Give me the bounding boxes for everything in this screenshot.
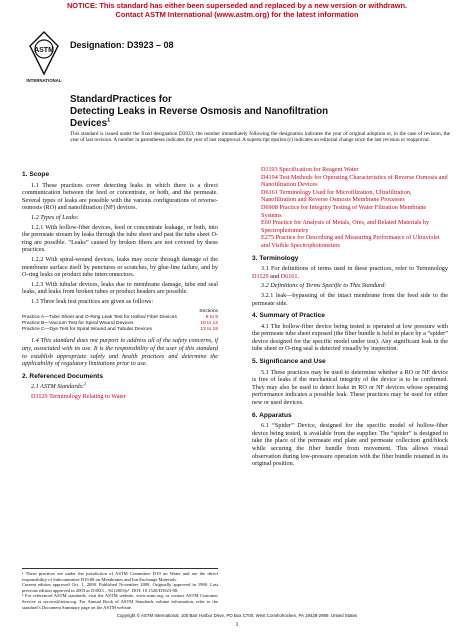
footnotes [22,568,218,610]
para-2-1: 2.1 ASTM Standards:$^2$ [31,382,86,391]
section-significance-heading: 5. Significance and Use [252,358,326,366]
para-1-2-2: 1.2.2 With spiral-wound devices, leaks may occur through damage of the membrane surface itself by punctures or scratches, by glue-line failure, and by O-ring leaks on product tube interconnectors. [22,255,218,279]
section-summary-heading: 4. Summary of Practice [252,312,325,320]
para-1-1: 1.1 These practices cover detecting leaks in which there is a direct communication between the feed or concentrate, or both, and the permeate. Several types of leaks are possible with the various configurations of reverse-osmosis (RO) and nanofiltration (NF) devices. [22,181,218,212]
table-header: Sections [199,308,218,314]
para-4-1: 4.1 The hollow-fiber device being tested is operated at low pressure with the permeate tube sheet exposed (the fiber bundle is held in place by a “spider” device designed for the specific model under test). Any significant leak in the tube sheet or O-ring seal is detected visually by inspection. [252,322,448,353]
notice-line-1: NOTICE: This standard has either been superseded and replaced by a new version or withdrawn. [66,1,408,10]
table-row [22,327,218,333]
table-row-pages[interactable]: 13 to 18 [200,327,218,333]
table-row-label: Practice B—Vacuum Test for Spiral Wound Devices [22,320,134,326]
para-1-2: 1.2 Types of Leaks: [31,213,79,221]
para-3-1: 3.1 For definitions of terms used in these practices, refer to Terminology D1129 and D6161. [252,265,448,280]
reference-item[interactable]: E275 Practice for Describing and Measuring Performance of Ultraviolet and Visible Spectrophotometers [261,234,440,249]
para-5-1: 5.1 These practices may be used to determine whether a RO or NF device is free of leaks if the mechanical integrity of the device is to be confirmed. They may also be used to detect leaks in RO or NF devices whose operating performance indicates a possible leak. These practices may be used for either new or used devices. [252,368,448,407]
para-1-4: 1.4 This standard does not purport to address all of the safety concerns, if any, associated with its use. It is the responsibility of the user of this standard to establish appropriate safety and health practices and determine the applicability of regulatory limitations prior to use. [22,337,218,368]
page-number: 1 [235,622,239,628]
reference-item[interactable]: E60 Practice for Analysis of Metals, Ores, and Related Materials by Spectrophotometry [261,219,430,234]
table-row-pages[interactable]: 8 to 9 [205,314,218,320]
svg-text:ASTM: ASTM [34,47,54,54]
section-referenced-documents-heading: 2. Referenced Documents [22,372,103,380]
reference-d1129[interactable]: D1129 Terminology Relating to Water [31,392,126,400]
link-d1129[interactable]: D1129 [252,272,269,280]
para-3-2-1: 3.2.1 leak—bypassing of the intact membrane from the feed side to the permeate side. [252,291,448,307]
title-line-3: Devices$^1$ [70,117,111,129]
section-scope-heading: 1. Scope [22,171,50,178]
astm-logo-icon [27,30,61,76]
reference-item[interactable]: D4194 Test Methods for Operating Characteristics of Reverse Osmosis and Nanofiltration Devices [261,173,448,189]
footnote-1: ¹ These practices are under the jurisdiction of ASTM Committee D19 on Water and are the direct responsibility of Subcommittee D19.08 on Membranes and Ion Exchange Materials. [22,571,218,582]
reference-item[interactable]: D6908 Practice for Integrity Testing of Water Filtration Membrane Systems [261,203,427,219]
para-1-2-3: 1.2.3 With tubular devices, leaks due to membrane damage, tube end seal leaks, and leaks from broken tubes or product headers are possible. [22,280,218,296]
link-d6161[interactable]: D6161 [280,272,298,280]
left-column [22,166,218,400]
table-row-label: Practice A—Tube Sheet and O-Ring Leak Test for Hollow Fiber Devices [22,314,177,320]
footnote-1b: Current edition approved Oct. 1, 2008. Published November 2008. Originally approved in 1980. Last previous edition approved in 2003 as D3923 – 94 (2003)ε¹. DOI: 10.1520/D3923-08. [22,582,218,593]
document-title [70,94,450,130]
notice-line-2: Contact ASTM International (www.astm.org) for the latest information [115,10,359,19]
table-row-pages[interactable]: 10 to 12 [200,320,218,326]
notice-banner [0,0,474,20]
para-3-2: 3.2 Definitions of Terms Specific to This Standard: [261,282,387,290]
reference-item[interactable]: D1193 Specification for Reagent Water [261,166,359,173]
right-column [252,166,448,470]
para-1-3: 1.3 Three leak test practices are given as follows: [31,297,154,305]
table-row-label: Practice C—Dye Test for Spiral Wound and Tubular Devices [22,327,153,333]
logo-caption: INTERNATIONAL [26,78,62,83]
section-apparatus-heading: 6. Apparatus [252,411,292,419]
copyright-footer: Copyright © ASTM International, 100 Barr Harbor Drive, PO Box C700, West Conshohocken, PA 19428-2959. United States [116,613,358,618]
title-line-1: StandardPractices for [70,94,172,105]
practices-table [22,309,218,334]
reference-item[interactable]: D6161 Terminology Used for Microfiltration, Ultrafiltration, Nanofiltration and Reverse Osmosis Membrane Processes [261,188,412,204]
standard-issue-note: This standard is issued under the fixed designation D3923; the number immediately following the designation indicates the year of original adoption or, in the case of revision, the year of last revision. A number in parentheses indicates the year of last reapproval. A superscript epsilon (ε) indicates an editorial change since the last revision or reapproval. [70,131,450,144]
title-footnote-mark: 1 [107,117,111,124]
para-1-2-1: 1.2.1 With hollow-fiber devices, feed or concentrate leakage, or both, into the permeate stream by leaks through the tube sheet and past the tube sheet O-ring are possible. “Leaks” caused by broken fibers are not covered by these practices. [22,223,218,254]
designation: Designation: D3923 – 08 [70,40,174,50]
section-terminology-heading: 3. Terminology [252,254,299,262]
footnote-2: ² For referenced ASTM standards, visit the ASTM website, www.astm.org, or contact ASTM Customer Service at service@astm.org. For Annual Book of ASTM Standards volume information, refer to the standard’s Document Summary page on the ASTM website. [22,593,218,610]
para-6-1: 6.1 “Spider” Device, designed for the specific model of hollow-fiber device being tested, is available from the supplier. The “spider” is designed to take the place of the permeate end plate and permeate collection grid/block while securing the fiber bundle from movement. This allows visual observation during low-pressure operation with the fiber bundle retained in its original position. [252,422,448,468]
title-line-2: Detecting Leaks in Reverse Osmosis and Nanofiltration [70,106,329,117]
